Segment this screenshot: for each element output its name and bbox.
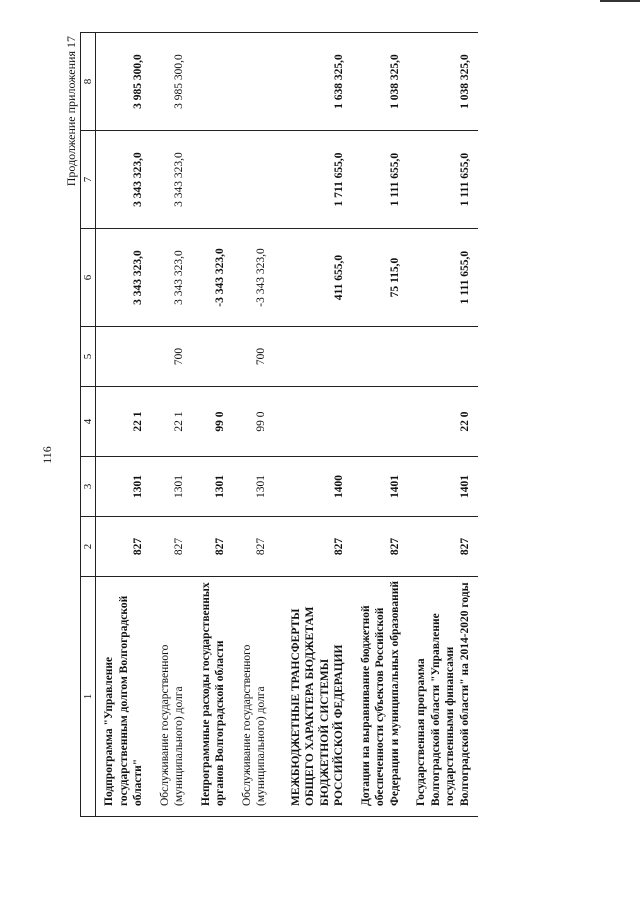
row-col6: 75 115,0 — [353, 229, 409, 327]
row-name: Обслуживание государственного (муниципального) долга — [234, 577, 275, 817]
header-col-7: 7 — [81, 131, 96, 229]
row-col4 — [275, 387, 353, 457]
table-row — [275, 33, 353, 817]
budget-table — [80, 32, 478, 817]
row-col2: 827 — [193, 517, 234, 577]
continuation-label: Продолжение приложения 17 — [64, 36, 78, 187]
table-row — [96, 33, 152, 817]
row-col7: 1 111 655,0 — [353, 131, 409, 229]
table-row — [193, 33, 234, 817]
row-col5 — [96, 327, 152, 387]
row-name: Непрограммные расходы государственных органов Волгоградской области — [193, 577, 234, 817]
table-row — [408, 33, 478, 817]
row-col3: 1401 — [408, 457, 478, 517]
table-row — [353, 33, 409, 817]
header-col-4: 4 — [81, 387, 96, 457]
row-col7: 3 343 323,0 — [152, 131, 193, 229]
row-name: МЕЖБЮДЖЕТНЫЕ ТРАНСФЕРТЫ ОБЩЕГО ХАРАКТЕРА БЮДЖЕТАМ БЮДЖЕТНОЙ СИСТЕМЫ РОССИЙСКОЙ ФЕДЕРАЦИИ — [275, 577, 353, 817]
row-name: Обслуживание государственного (муниципального) долга — [152, 577, 193, 817]
row-col6: -3 343 323,0 — [234, 229, 275, 327]
row-col6: 1 111 655,0 — [408, 229, 478, 327]
row-col8 — [193, 33, 234, 131]
row-col2: 827 — [234, 517, 275, 577]
header-col-3: 3 — [81, 457, 96, 517]
row-col6: 3 343 323,0 — [96, 229, 152, 327]
page-number: 116 — [40, 446, 54, 464]
row-col6: -3 343 323,0 — [193, 229, 234, 327]
row-col3: 1301 — [193, 457, 234, 517]
row-col5: 700 — [152, 327, 193, 387]
row-name: Подпрограмма "Управление государственным долгом Волгоградской области" — [96, 577, 152, 817]
row-col7: 1 111 655,0 — [408, 131, 478, 229]
row-col2: 827 — [152, 517, 193, 577]
row-col3: 1301 — [234, 457, 275, 517]
row-col3: 1301 — [152, 457, 193, 517]
row-name: Дотации на выравнивание бюджетной обеспеченности субъектов Российской Федерации и муниципальных образований — [353, 577, 409, 817]
table-row — [234, 33, 275, 817]
header-col-5: 5 — [81, 327, 96, 387]
row-col4: 22 1 — [152, 387, 193, 457]
row-col5: 700 — [234, 327, 275, 387]
row-col5 — [353, 327, 409, 387]
row-col4: 22 1 — [96, 387, 152, 457]
row-col8: 3 985 300,0 — [96, 33, 152, 131]
row-col2: 827 — [96, 517, 152, 577]
row-col7 — [193, 131, 234, 229]
row-col2: 827 — [275, 517, 353, 577]
table-row — [152, 33, 193, 817]
header-col-8: 8 — [81, 33, 96, 131]
header-row — [81, 33, 96, 817]
row-name: Государственная программа Волгоградской области "Управление государственными финансами Волгоградской области" на 2014-2020 годы — [408, 577, 478, 817]
row-col4: 99 0 — [234, 387, 275, 457]
row-col4: 22 0 — [408, 387, 478, 457]
row-col5 — [275, 327, 353, 387]
row-col4: 99 0 — [193, 387, 234, 457]
row-col8: 1 038 325,0 — [353, 33, 409, 131]
header-col-1: 1 — [81, 577, 96, 817]
header-col-2: 2 — [81, 517, 96, 577]
row-col7: 3 343 323,0 — [96, 131, 152, 229]
row-col6: 3 343 323,0 — [152, 229, 193, 327]
row-col4 — [353, 387, 409, 457]
row-col8: 3 985 300,0 — [152, 33, 193, 131]
row-col7: 1 711 655,0 — [275, 131, 353, 229]
row-col8 — [234, 33, 275, 131]
row-col2: 827 — [353, 517, 409, 577]
row-col8: 1 638 325,0 — [275, 33, 353, 131]
row-col3: 1400 — [275, 457, 353, 517]
row-col8: 1 038 325,0 — [408, 33, 478, 131]
row-col7 — [234, 131, 275, 229]
row-col5 — [193, 327, 234, 387]
row-col3: 1301 — [96, 457, 152, 517]
row-col6: 411 655,0 — [275, 229, 353, 327]
header-col-6: 6 — [81, 229, 96, 327]
row-col3: 1401 — [353, 457, 409, 517]
row-col2: 827 — [408, 517, 478, 577]
row-col5 — [408, 327, 478, 387]
